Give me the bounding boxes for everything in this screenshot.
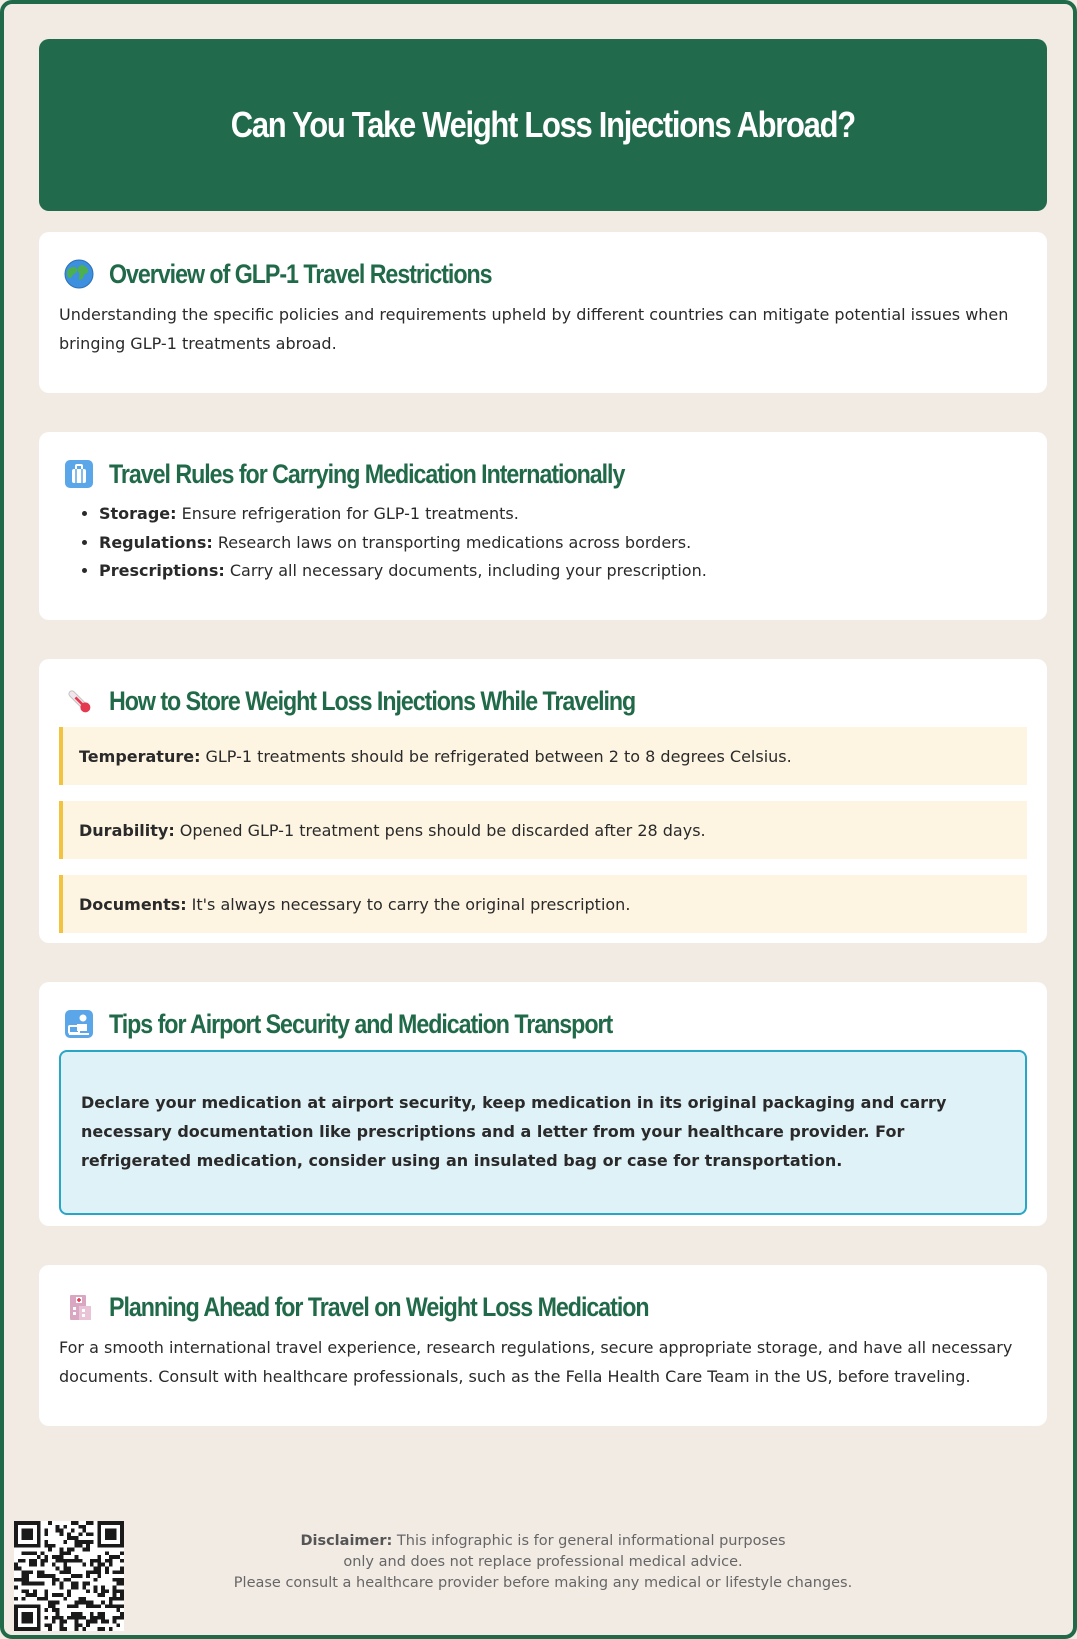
note-text: It's always necessary to carry the original prescription.: [191, 894, 631, 914]
note-label: Documents:: [79, 894, 187, 914]
note-temperature: [59, 727, 1027, 785]
planning-title: Planning Ahead for Travel on Weight Loss Medication: [109, 1291, 649, 1322]
rule-text: Research laws on transporting medications across borders.: [217, 532, 692, 552]
rules-card: [39, 432, 1047, 620]
rule-text: Ensure refrigeration for GLP-1 treatments.: [181, 504, 519, 523]
storage-title: How to Store Weight Loss Injections While Traveling: [109, 685, 636, 716]
rule-text: Carry all necessary documents, including your prescription.: [229, 561, 707, 580]
page-header: [39, 39, 1047, 211]
thermometer-icon: [63, 685, 95, 717]
luggage-icon: [63, 458, 95, 490]
tip-callout: Declare your medication at airport security, keep medication in its original packaging and carry necessary documentation like prescriptions and a letter from your healthcare provider. For refrigerated medication, consider using an insulated bag or case for transportation.: [59, 1050, 1027, 1215]
list-item: [99, 500, 1027, 529]
overview-heading: [59, 252, 1027, 296]
storage-heading: [59, 679, 1027, 723]
globe-icon: [63, 258, 95, 290]
overview-card: [39, 232, 1047, 393]
rules-list: [99, 500, 1027, 586]
list-item: [99, 557, 1027, 586]
note-documents: [59, 875, 1027, 933]
overview-title: Overview of GLP-1 Travel Restrictions: [109, 258, 492, 289]
rule-label: Prescriptions:: [99, 561, 225, 580]
note-text: Opened GLP-1 treatment pens should be discarded after 28 days.: [179, 820, 706, 840]
page-title: Can You Take Weight Loss Injections Abroad?: [230, 104, 856, 145]
storage-notes: [59, 727, 1027, 933]
tips-title: Tips for Airport Security and Medication Transport: [109, 1008, 613, 1039]
overview-body: Understanding the specific policies and requirements upheld by different countries can mitigate potential issues when bringing GLP-1 treatments abroad.: [59, 305, 1009, 353]
qr-code: [14, 1521, 124, 1631]
note-label: Durability:: [79, 820, 175, 840]
disclaimer-line-2: only and does not replace professional medical advice.: [343, 1554, 743, 1570]
note-text: GLP-1 treatments should be refrigerated between 2 to 8 degrees Celsius.: [205, 746, 792, 766]
planning-card: [39, 1265, 1047, 1426]
storage-card: [39, 659, 1047, 943]
hospital-icon: [63, 1291, 95, 1323]
tips-card: [39, 982, 1047, 1226]
rule-label: Regulations:: [99, 532, 213, 552]
tips-heading: [59, 1002, 1027, 1046]
disclaimer-line-3: Please consult a healthcare provider before making any medical or lifestyle changes.: [233, 1575, 853, 1591]
disclaimer: [124, 1531, 962, 1594]
note-label: Temperature:: [79, 746, 201, 766]
customs-icon: [63, 1008, 95, 1040]
footer: [4, 1519, 1077, 1639]
disclaimer-text-1: This infographic is for general informational purposes: [396, 1533, 786, 1549]
rules-title: Travel Rules for Carrying Medication Internationally: [109, 458, 625, 489]
list-item: [99, 529, 1027, 558]
rules-heading: [59, 452, 1027, 496]
rule-label: Storage:: [99, 504, 177, 523]
note-durability: [59, 801, 1027, 859]
disclaimer-line-1: [124, 1531, 962, 1552]
disclaimer-label: Disclaimer:: [300, 1533, 393, 1549]
planning-body: For a smooth international travel experience, research regulations, secure appropriate storage, and have all necessary documents. Consult with healthcare professionals, such as the Fella Health Care Team in the US, before traveling.: [59, 1338, 1013, 1386]
planning-heading: [59, 1285, 1027, 1329]
